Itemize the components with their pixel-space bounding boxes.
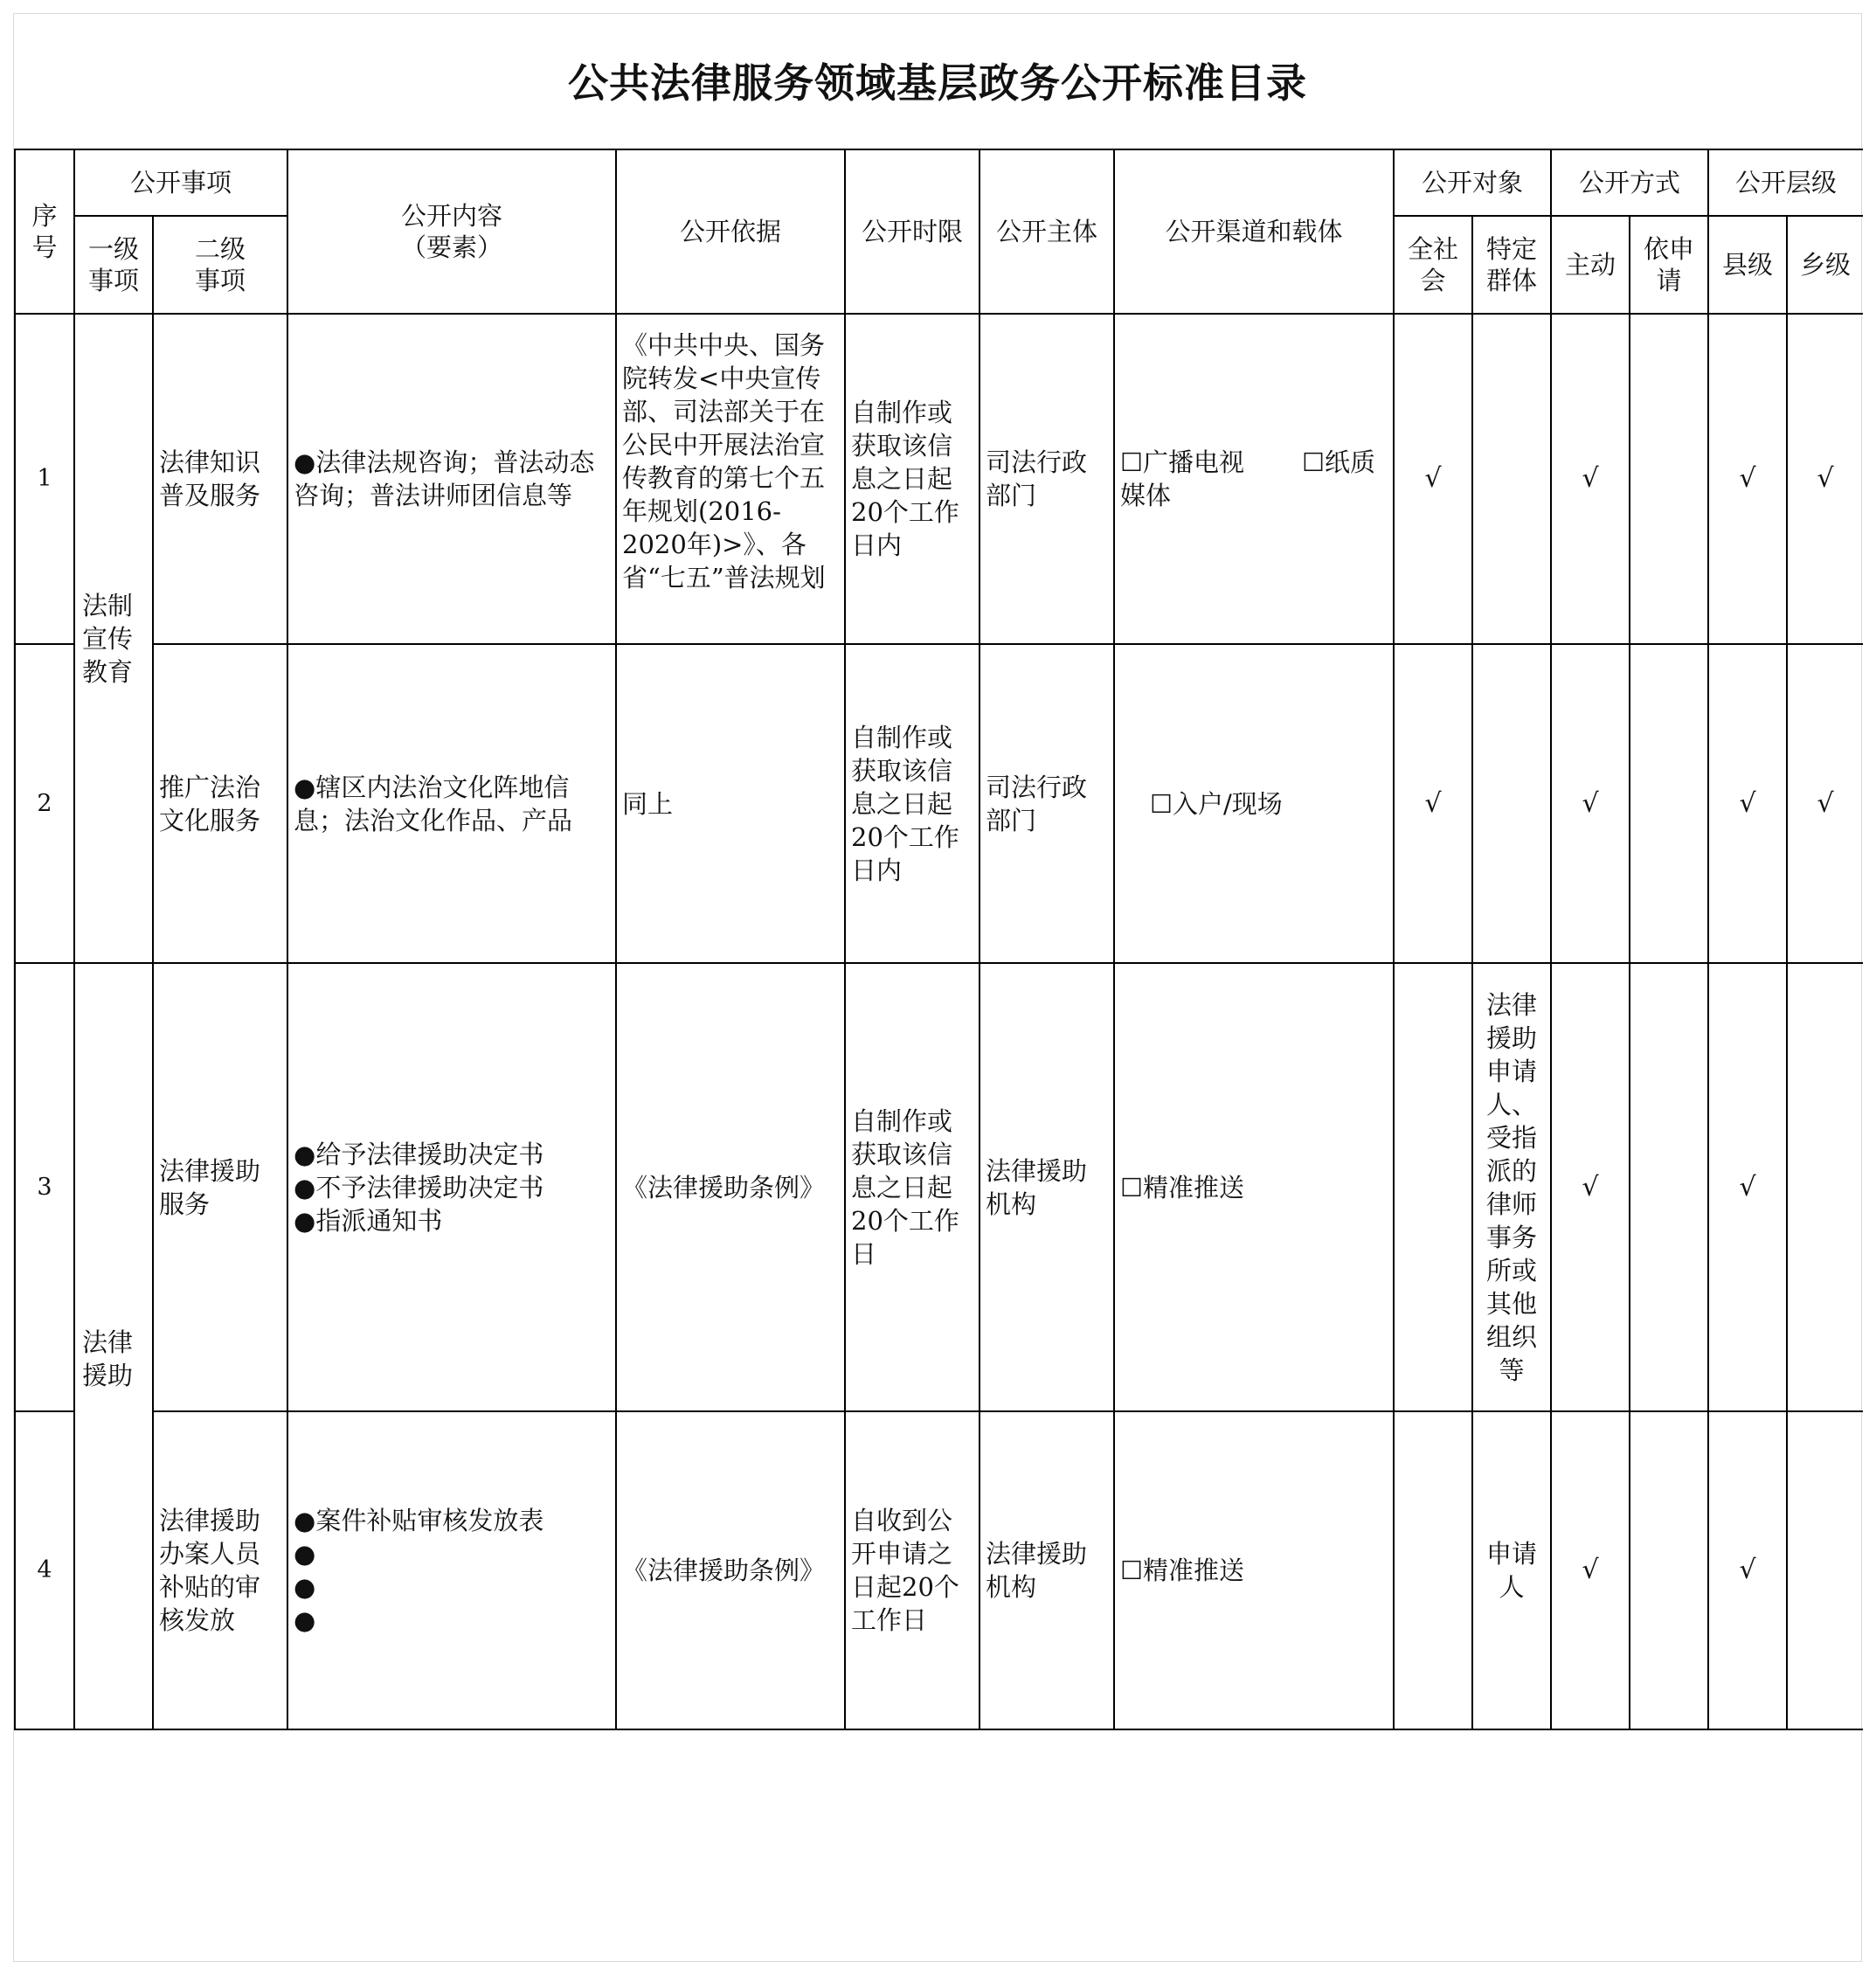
row-active: √ [1551, 963, 1630, 1411]
row-active: √ [1551, 314, 1630, 644]
table-row [15, 314, 1863, 644]
group-cell [74, 963, 153, 1729]
header-subject: 公开主体 [980, 149, 1114, 314]
row-specific [1472, 314, 1551, 644]
row-request [1630, 314, 1708, 644]
header-method: 公开方式 [1551, 149, 1708, 216]
header-content-line2: （要素） [401, 232, 503, 262]
row-specific [1472, 644, 1551, 963]
header-seq-text: 序号 [31, 201, 58, 262]
row-specific: 法律援助申请人、受指派的律师事务所或其他组织等 [1472, 963, 1551, 1411]
row-seq: 1 [15, 314, 74, 644]
row-content [287, 1411, 616, 1729]
header-target-specific-text: 特定群体 [1486, 234, 1538, 295]
group-name: 法律援助 [82, 1327, 134, 1390]
table-row [15, 1411, 1863, 1729]
header-level-county: 县级 [1708, 216, 1787, 314]
content-item: ●法律法规咨询；普法动态咨询；普法讲师团信息等 [294, 447, 595, 510]
table-row [15, 644, 1863, 963]
row-specific: 申请人 [1472, 1411, 1551, 1729]
row-county: √ [1708, 314, 1787, 644]
row-county: √ [1708, 963, 1787, 1411]
header-method-request [1630, 216, 1708, 314]
row-channel [1114, 314, 1394, 644]
content-item: ●案件补贴审核发放表 [294, 1506, 544, 1535]
row-level2: 推广法治文化服务 [153, 644, 287, 963]
row-seq: 3 [15, 963, 74, 1411]
content-item: ●给予法律援助决定书 [294, 1139, 544, 1169]
row-seq: 4 [15, 1411, 74, 1729]
table-row [15, 963, 1863, 1411]
row-township: √ [1787, 314, 1863, 644]
header-target-all [1394, 216, 1472, 314]
row-channel: ☐精准推送 [1114, 1411, 1394, 1729]
group-name: 法制宣传教育 [82, 590, 134, 687]
row-subject: 司法行政部门 [980, 644, 1114, 963]
header-level2 [153, 216, 287, 314]
header-channel: 公开渠道和载体 [1114, 149, 1394, 314]
channel-option: ☐广播电视 [1120, 447, 1245, 477]
row-level2: 法律援助办案人员补贴的审核发放 [153, 1411, 287, 1729]
header-method-request-text: 依申请 [1644, 234, 1695, 295]
row-level2: 法律援助服务 [153, 963, 287, 1411]
header-level1-text: 一级事项 [87, 234, 139, 295]
row-active: √ [1551, 644, 1630, 963]
row-basis: 《中共中央、国务院转发<中央宣传部、司法部关于在公民中开展法治宣传教育的第七个五年规划(2016-2020年)>》、各省“七五”普法规划 [616, 314, 845, 644]
row-basis: 同上 [616, 644, 845, 963]
header-level: 公开层级 [1708, 149, 1863, 216]
row-all-society: √ [1394, 314, 1472, 644]
group-cell [74, 314, 153, 963]
header-content [287, 149, 616, 314]
row-all-society [1394, 963, 1472, 1411]
header-time-limit: 公开时限 [845, 149, 980, 314]
header-basis: 公开依据 [616, 149, 845, 314]
header-target-specific [1472, 216, 1551, 314]
header-method-active: 主动 [1551, 216, 1630, 314]
row-request [1630, 1411, 1708, 1729]
row-content [287, 963, 616, 1411]
row-subject: 法律援助机构 [980, 1411, 1114, 1729]
row-township [1787, 1411, 1863, 1729]
row-channel: ☐精准推送 [1114, 963, 1394, 1411]
row-county: √ [1708, 644, 1787, 963]
content-item: ●指派通知书 [294, 1205, 443, 1236]
row-content [287, 314, 616, 644]
header-level1 [74, 216, 153, 314]
row-township [1787, 963, 1863, 1411]
row-basis: 《法律援助条例》 [616, 963, 845, 1411]
row-subject: 法律援助机构 [980, 963, 1114, 1411]
header-seq [15, 149, 74, 314]
content-item: ●辖区内法治文化阵地信息；法治文化作品、产品 [294, 772, 573, 835]
header-level-township: 乡级 [1787, 216, 1863, 314]
row-active: √ [1551, 1411, 1630, 1729]
row-all-society [1394, 1411, 1472, 1729]
row-seq: 2 [15, 644, 74, 963]
channel-option: ☐纸质媒体 [1120, 447, 1376, 510]
row-channel: ☐入户/现场 [1114, 644, 1394, 963]
row-subject: 司法行政部门 [980, 314, 1114, 644]
header-level2-text: 二级事项 [194, 234, 246, 295]
page-title: 公共法律服务领域基层政务公开标准目录 [568, 59, 1307, 107]
header-target-all-text: 全社会 [1408, 234, 1459, 295]
header-content-line1: 公开内容 [401, 201, 503, 231]
row-basis: 《法律援助条例》 [616, 1411, 845, 1729]
content-item: ● [294, 1539, 316, 1569]
disclosure-catalog-table [14, 149, 1863, 1730]
row-township: √ [1787, 644, 1863, 963]
header-target: 公开对象 [1394, 149, 1551, 216]
row-time-limit: 自制作或获取该信息之日起20个工作日内 [845, 644, 980, 963]
row-content [287, 644, 616, 963]
row-time-limit: 自制作或获取该信息之日起20个工作日 [845, 963, 980, 1411]
row-level2: 法律知识普及服务 [153, 314, 287, 644]
content-item: ● [294, 1572, 316, 1602]
content-item: ●不予法律援助决定书 [294, 1172, 544, 1202]
content-item: ● [294, 1605, 316, 1635]
row-request [1630, 963, 1708, 1411]
row-time-limit: 自制作或获取该信息之日起20个工作日内 [845, 314, 980, 644]
row-request [1630, 644, 1708, 963]
header-items: 公开事项 [74, 149, 287, 216]
row-all-society: √ [1394, 644, 1472, 963]
row-county: √ [1708, 1411, 1787, 1729]
row-time-limit: 自收到公开申请之日起20个工作日 [845, 1411, 980, 1729]
